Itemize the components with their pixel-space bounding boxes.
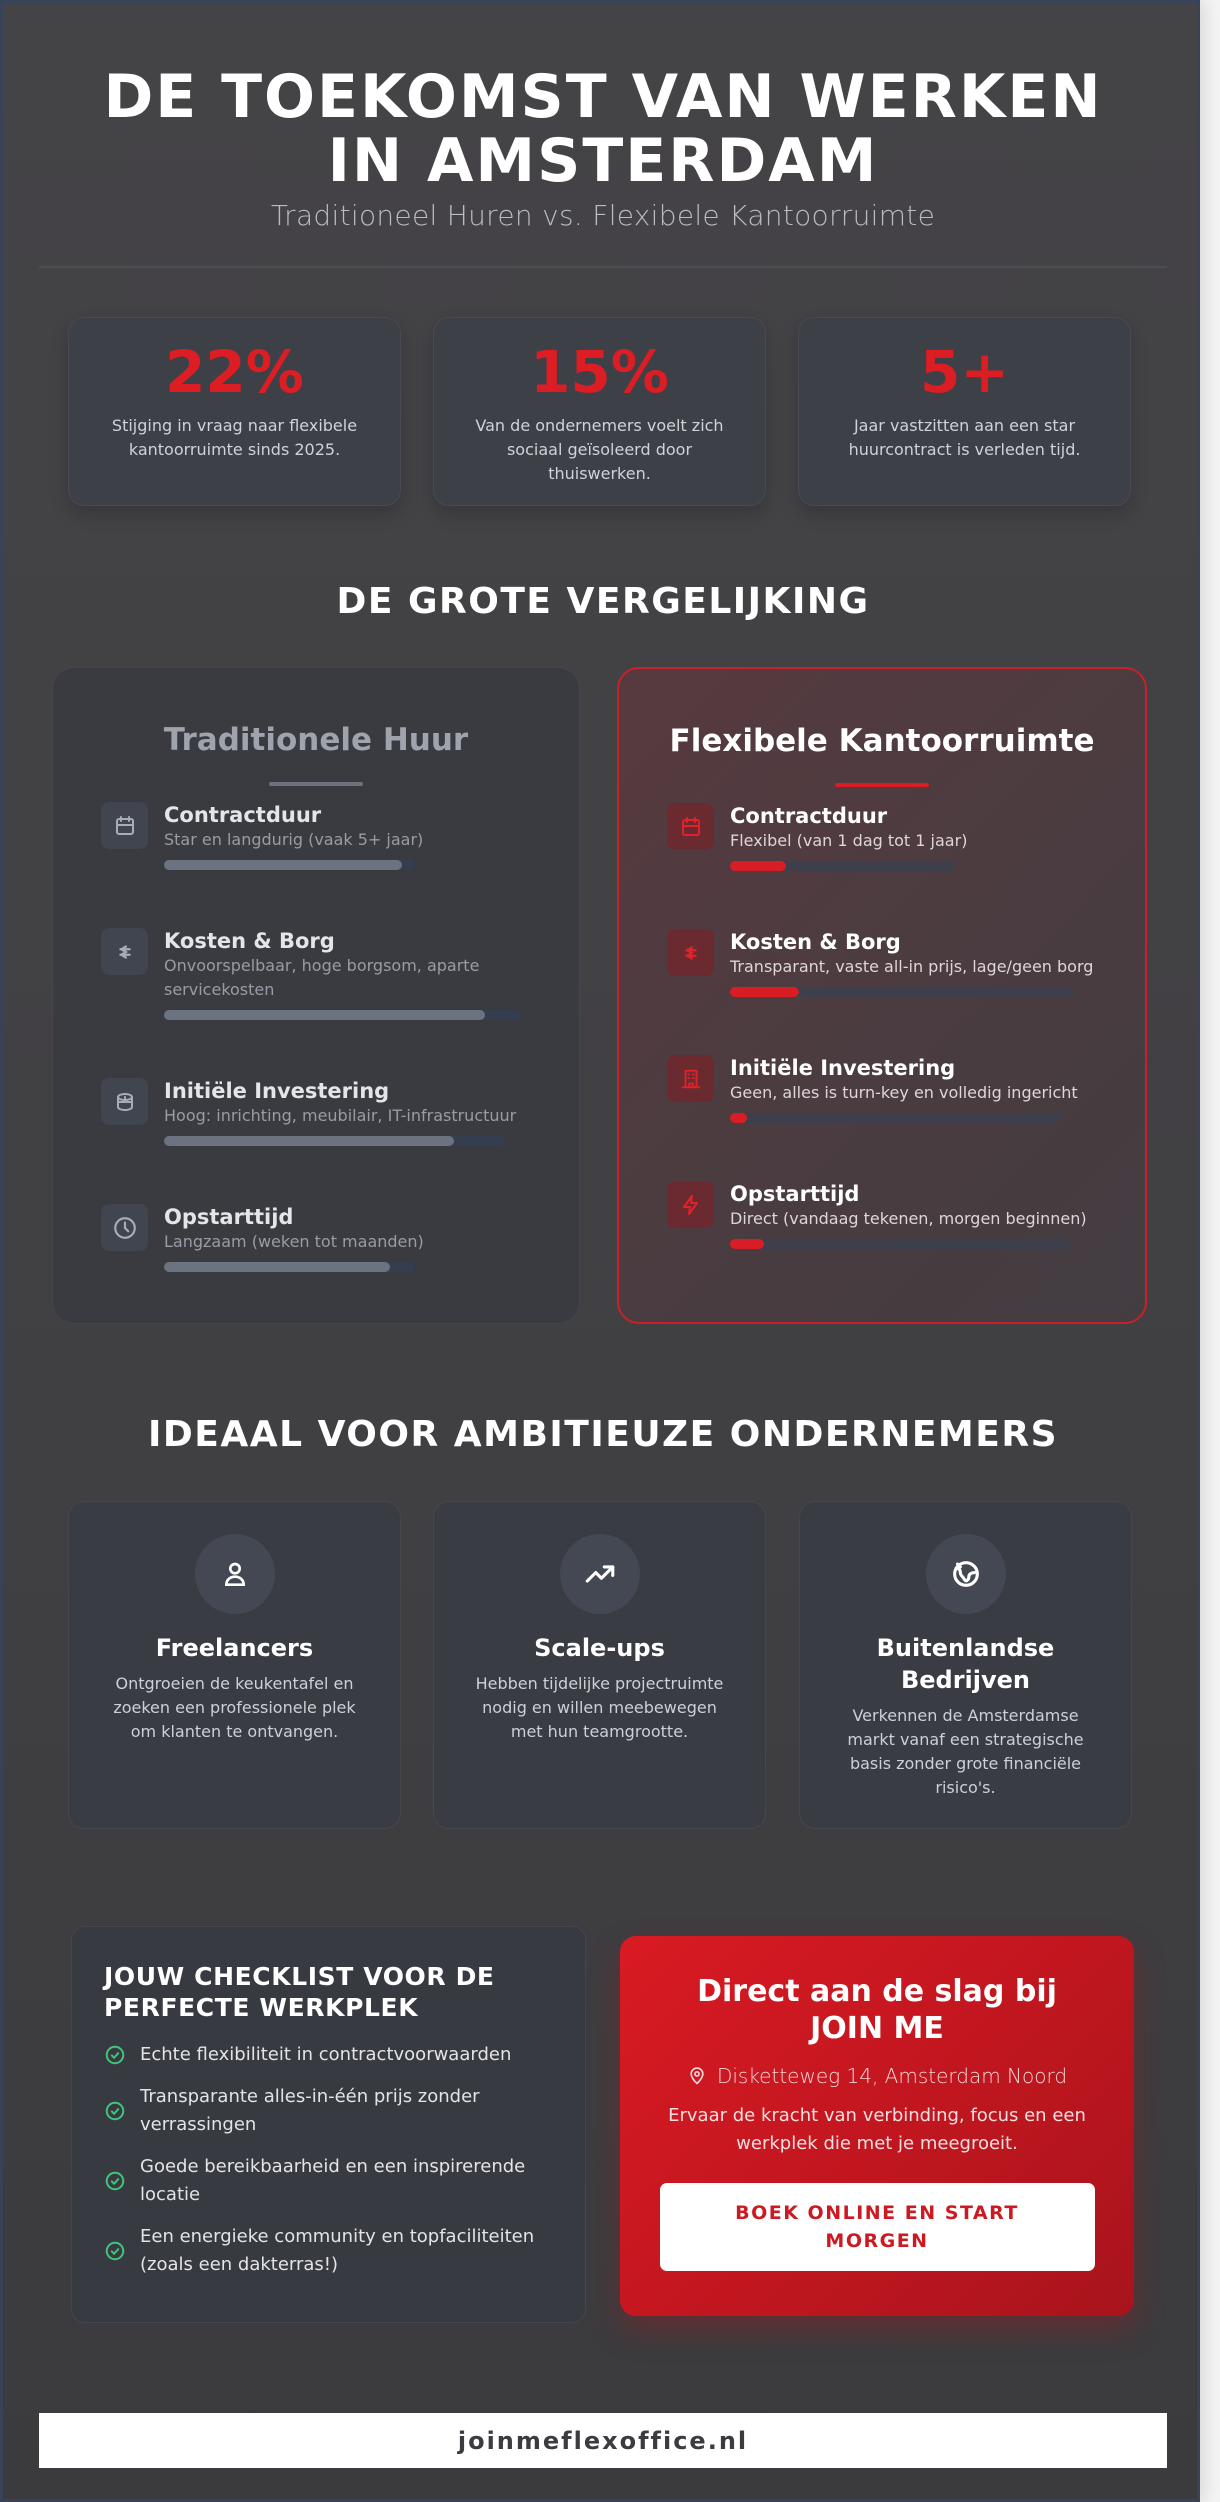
calendar-icon [101, 802, 148, 849]
score-bar [730, 987, 1075, 997]
audience-description: Ontgroeien de keukentafel en zoeken een professionele plek om klanten te ontvangen. [113, 1674, 356, 1741]
check-circle-icon [104, 2170, 126, 2192]
audience-card-scaleups [433, 1501, 766, 1829]
check-circle-icon [104, 2044, 126, 2066]
stat-description: Jaar vastzitten aan een star huurcontract is verleden tijd. [848, 416, 1081, 459]
feature-description: Direct (vandaag tekenen, morgen beginnen) [730, 1209, 1087, 1228]
location-pin-icon [687, 2065, 707, 2087]
feature-row-startup [101, 1204, 559, 1272]
feature-row-costs [667, 929, 1125, 997]
ideal-section-title: IDEAAL VOOR AMBITIEUZE ONDERNEMERS [148, 1414, 1058, 1455]
audience-title: Scale-ups [534, 1634, 665, 1662]
comparison-section-title: DE GROTE VERGELIJKING [336, 581, 870, 622]
feature-title: Opstarttijd [164, 1205, 294, 1229]
title-underline [835, 783, 929, 787]
score-bar [164, 1136, 505, 1146]
title-line-2: IN AMSTERDAM [327, 126, 879, 196]
feature-description: Hoog: inrichting, meubilair, IT-infrastructuur [164, 1106, 517, 1125]
score-bar-fill [730, 987, 799, 997]
checklist-item [104, 2223, 555, 2279]
stat-value: 5+ [920, 338, 1009, 406]
feature-title: Kosten & Borg [164, 929, 335, 953]
feature-title: Contractduur [164, 803, 322, 827]
check-circle-icon [104, 2100, 126, 2122]
checklist [104, 2041, 555, 2279]
checklist-item-text: Een energieke community en topfaciliteiten (zoals een dakterras!) [140, 2226, 535, 2275]
title-line-1: DE TOEKOMST VAN WERKEN [103, 62, 1103, 132]
stat-card [798, 317, 1131, 506]
score-bar [730, 1113, 1060, 1123]
check-circle-icon [104, 2240, 126, 2262]
score-bar-fill [730, 1113, 747, 1123]
address-line [620, 2064, 1134, 2088]
feature-title: Opstarttijd [730, 1182, 860, 1206]
stat-card [68, 317, 401, 506]
stat-card [433, 317, 766, 506]
score-bar [730, 861, 955, 871]
stat-description: Stijging in vraag naar flexibele kantoorruimte sinds 2025. [111, 416, 358, 459]
feature-description: Langzaam (weken tot maanden) [164, 1232, 424, 1251]
title-underline [269, 782, 363, 786]
globe-icon [926, 1534, 1006, 1614]
feature-description: Flexibel (van 1 dag tot 1 jaar) [730, 831, 968, 850]
score-bar [164, 860, 414, 870]
user-icon [195, 1534, 275, 1614]
checklist-title: JOUW CHECKLIST VOOR DE PERFECTE WERKPLEK [104, 1962, 495, 2022]
calendar-icon [667, 803, 714, 850]
feature-description: Onvoorspelbaar, hoge borgsom, aparte servicekosten [164, 956, 480, 999]
money-icon [667, 929, 714, 976]
header-divider [39, 266, 1167, 268]
audience-description: Hebben tijdelijke projectruimte nodig en willen meebewegen met hun teamgrootte. [475, 1674, 724, 1741]
score-bar-fill [730, 861, 786, 871]
score-bar-fill [164, 1010, 485, 1020]
feature-title: Initiële Investering [730, 1056, 956, 1080]
building-icon [667, 1055, 714, 1102]
score-bar-fill [164, 1262, 390, 1272]
score-bar [164, 1262, 415, 1272]
checklist-item-text: Goede bereikbaarheid en een inspirerende locatie [140, 2156, 526, 2205]
cta-description: Ervaar de kracht van verbinding, focus en een werkplek die met je meegroeit. [668, 2105, 1086, 2154]
lightning-icon [667, 1181, 714, 1228]
feature-description: Transparant, vaste all-in prijs, lage/geen borg [730, 957, 1094, 976]
stat-value: 15% [530, 338, 669, 406]
checklist-item-text: Echte flexibiliteit in contractvoorwaarden [140, 2044, 512, 2065]
audience-description: Verkennen de Amsterdamse markt vanaf een strategische basis zonder grote financiële risico's. [847, 1706, 1084, 1797]
flexible-card-title: Flexibele Kantoorruimte [669, 723, 1095, 759]
cta-card [620, 1936, 1134, 2316]
investment-icon [101, 1078, 148, 1125]
clock-icon [101, 1204, 148, 1251]
score-bar-fill [164, 1136, 454, 1146]
feature-title: Contractduur [730, 804, 888, 828]
feature-title: Initiële Investering [164, 1079, 390, 1103]
money-icon [101, 928, 148, 975]
feature-row-startup [667, 1181, 1125, 1249]
traditional-rent-card [52, 667, 580, 1324]
feature-row-costs [101, 928, 559, 1020]
book-online-button[interactable]: BOEK ONLINE EN START MORGEN [660, 2183, 1095, 2271]
score-bar [164, 1010, 521, 1020]
page-subtitle: Traditioneel Huren vs. Flexibele Kantoorruimte [270, 199, 936, 232]
page-title [3, 62, 1203, 196]
audience-card-foreign-companies [799, 1501, 1132, 1829]
feature-row-investment [101, 1078, 559, 1146]
flexible-office-card [617, 667, 1147, 1324]
feature-title: Kosten & Borg [730, 930, 901, 954]
checklist-item [104, 2041, 555, 2069]
audience-title: Buitenlandse Bedrijven [876, 1634, 1055, 1694]
traditional-card-title: Traditionele Huur [163, 722, 469, 758]
audience-card-freelancers [68, 1501, 401, 1829]
feature-row-investment [667, 1055, 1125, 1123]
address-text: Disketteweg 14, Amsterdam Noord [716, 2064, 1068, 2088]
score-bar [730, 1239, 1070, 1249]
feature-description: Geen, alles is turn-key en volledig ingericht [730, 1083, 1078, 1102]
score-bar-fill [164, 860, 402, 870]
feature-description: Star en langdurig (vaak 5+ jaar) [164, 830, 424, 849]
feature-row-contract [667, 803, 1125, 871]
stat-value: 22% [165, 338, 304, 406]
score-bar-fill [730, 1239, 764, 1249]
checklist-item [104, 2153, 555, 2209]
checklist-item [104, 2083, 555, 2139]
checklist-card [71, 1926, 586, 2323]
checklist-item-text: Transparante alles-in-één prijs zonder verrassingen [140, 2086, 480, 2135]
audience-title: Freelancers [155, 1634, 314, 1662]
cta-title: Direct aan de slag bij JOIN ME [697, 1974, 1057, 2046]
footer-website-link[interactable]: joinmeflexoffice.nl [39, 2413, 1167, 2468]
stat-description: Van de ondernemers voelt zich sociaal geïsoleerd door thuiswerken. [475, 416, 724, 483]
feature-row-contract [101, 802, 559, 870]
trending-up-icon [560, 1534, 640, 1614]
